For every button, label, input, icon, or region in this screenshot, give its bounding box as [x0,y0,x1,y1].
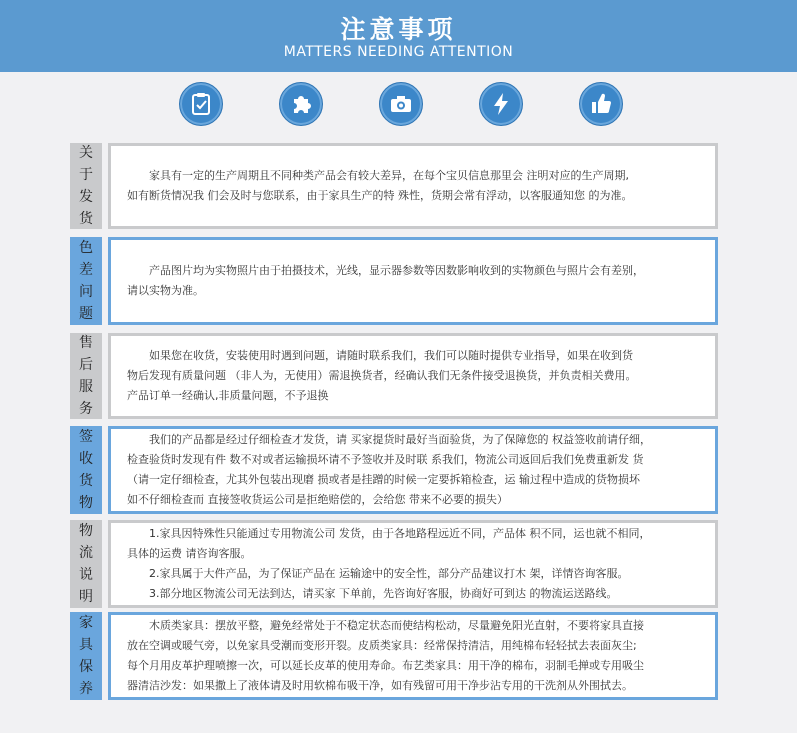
section-receipt [70,426,718,514]
page-header [0,0,797,72]
section-body: 家具有一定的生产周期且不同种类产品会有较大差异，在每个宝贝信息那里会 注明对应的生产周期, 如有断货情况我 们会及时与您联系，由于家具生产的特 殊性，货期会常有浮动，以客服通知您 的为准。 [108,143,718,229]
section-label: 家 具 保 养 [70,612,102,700]
icon-row [0,82,797,126]
section-color-difference [70,237,718,325]
section-body: 木质类家具：摆放平整，避免经常处于不稳定状态而使结构松动，尽量避免阳光直射，不要将家具直接 放在空调或暖气旁，以免家具受潮而变形开裂。皮质类家具：经常保持清洁，用纯棉布轻轻拭去表面灰尘; 每个月用皮革护理喷擦一次，可以延长皮革的使用寿命。布艺类家具：用干净的棉布，羽制毛掸或专用吸尘 器清洁沙发：如果撒上了液体请及时用软棉布吸干净，如有残留可用干净步沾专用的干洗剂从外围拭去。 [108,612,718,700]
section-label: 售 后 服 务 [70,333,102,419]
page-title: 注意事项 [340,15,457,44]
section-body: 1.家具因特殊性只能通过专用物流公司 发货，由于各地路程远近不同，产品体 积不同，运也就不相同， 具体的运费 请咨询客服。 2.家具属于大件产品，为了保证产品在 运输途中的安全性，部分产品建议打木 架，详情咨询客服。 3.部分地区物流公司无法到达，请买家 下单前，先咨询好客服，协商好可到达 的物流运送路线。 [108,520,718,608]
clipboard-icon [179,82,223,126]
page-subtitle: MATTERS NEEDING ATTENTION [283,44,514,60]
lightning-icon [479,82,523,126]
section-label: 物 流 说 明 [70,520,102,608]
section-body: 产品图片均为实物照片由于拍摄技术，光线，显示器参数等因数影响收到的实物颜色与照片会有差别， 请以实物为准。 [108,237,718,325]
section-body: 我们的产品都是经过仔细检查才发货，请 买家提货时最好当面验货，为了保障您的 权益签收前请仔细， 检查验货时发现有件 数不对或者运输损坏请不予签收并及时联 系我们，物流公司返回后我们免费重新发 货 （请一定仔细检查，尤其外包装出现磨 损或者是挂蹭的时候一定要拆箱检查，运 输过程中造成的货物损坏 如不仔细检查而 直接签收货运公司是拒绝赔偿的，会给您 带来不必要的损失） [108,426,718,514]
section-shipping [70,143,718,229]
thumbs-up-icon [579,82,623,126]
section-body: 如果您在收货，安装使用时遇到问题，请随时联系我们，我们可以随时提供专业指导，如果在收到货 物后发现有质量问题 （非人为，无使用）需退换货者，经确认我们无条件接受退换货，并负责相关费用。 产品订单一经确认,非质量问题，不予退换 [108,333,718,419]
section-maintenance [70,612,718,700]
section-after-sales [70,333,718,419]
camera-icon [379,82,423,126]
section-label: 色 差 问 题 [70,237,102,325]
section-label: 关 于 发 货 [70,143,102,229]
section-logistics [70,520,718,608]
puzzle-icon [279,82,323,126]
section-label: 签 收 货 物 [70,426,102,514]
